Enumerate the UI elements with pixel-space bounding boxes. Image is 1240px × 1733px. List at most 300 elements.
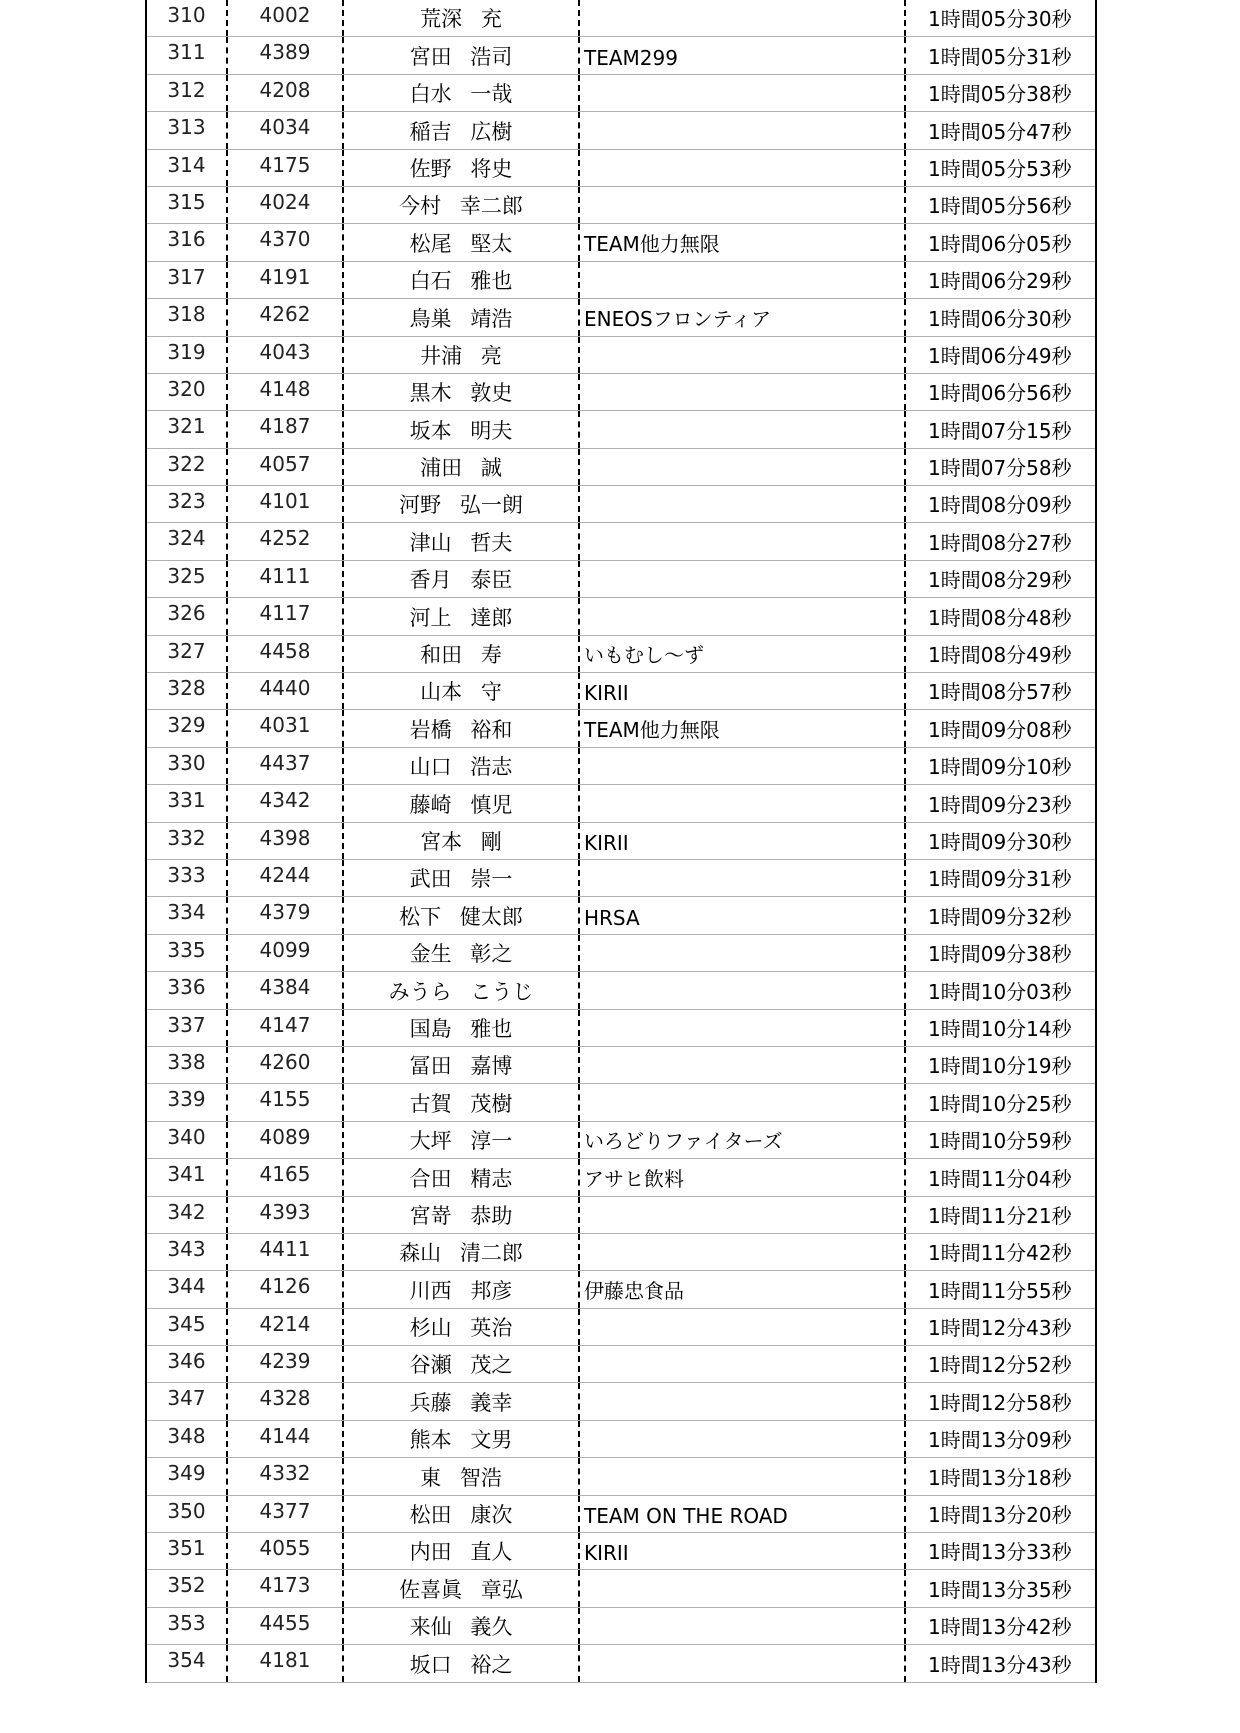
rank-text: 332 (167, 825, 206, 850)
table-row (147, 187, 1095, 224)
bib-number-cell (228, 673, 344, 709)
runner-name-text: 黒木 敦史 (409, 381, 513, 406)
bib-number-cell (228, 860, 344, 896)
rank-text: 329 (167, 713, 206, 738)
table-row (147, 1383, 1095, 1420)
runner-name-cell (344, 0, 580, 36)
finish-time-cell (906, 75, 1095, 111)
finish-time-text: 1時間10分14秒 (928, 1016, 1072, 1041)
team-name-cell (580, 972, 906, 1008)
finish-time-cell (906, 1309, 1095, 1345)
finish-time-text: 1時間09分38秒 (928, 942, 1072, 967)
runner-name-cell (344, 1421, 580, 1457)
team-name-cell (580, 673, 906, 709)
rank-text: 324 (167, 526, 206, 551)
rank-text: 333 (167, 862, 206, 887)
runner-name-cell (344, 486, 580, 522)
runner-name-cell (344, 224, 580, 260)
table-row (147, 1122, 1095, 1159)
team-name-cell (580, 1458, 906, 1494)
team-name-cell (580, 299, 906, 335)
rank-text: 346 (167, 1349, 206, 1374)
bib-number-cell (228, 150, 344, 186)
bib-number-text: 4165 (259, 1162, 311, 1187)
finish-time-cell (906, 1084, 1095, 1120)
bib-number-cell (228, 374, 344, 410)
finish-time-cell (906, 636, 1095, 672)
bib-number-text: 4034 (259, 115, 311, 140)
finish-time-text: 1時間09分08秒 (928, 717, 1072, 742)
rank-cell (147, 75, 228, 111)
bib-number-text: 4244 (259, 862, 311, 887)
runner-name-cell (344, 1084, 580, 1120)
finish-time-cell (906, 224, 1095, 260)
bib-number-text: 4089 (259, 1124, 311, 1149)
bib-number-text: 4117 (259, 601, 311, 626)
team-name-text: TEAM ON THE ROAD (584, 1504, 788, 1529)
runner-name-text: 坂口 裕之 (409, 1652, 513, 1677)
table-row (147, 935, 1095, 972)
rank-text: 340 (167, 1124, 206, 1149)
rank-cell (147, 1197, 228, 1233)
table-row (147, 1645, 1095, 1682)
runner-name-cell (344, 823, 580, 859)
rank-text: 322 (167, 451, 206, 476)
finish-time-text: 1時間07分58秒 (928, 456, 1072, 481)
rank-text: 338 (167, 1049, 206, 1074)
bib-number-cell (228, 1047, 344, 1083)
runner-name-text: 岩橋 裕和 (409, 717, 513, 742)
team-name-text: KIRII (584, 681, 629, 706)
table-row (147, 262, 1095, 299)
team-name-cell (580, 1234, 906, 1270)
rank-cell (147, 748, 228, 784)
table-row (147, 1197, 1095, 1234)
team-name-cell (580, 112, 906, 148)
rank-cell (147, 673, 228, 709)
bib-number-cell (228, 1271, 344, 1307)
bib-number-cell (228, 785, 344, 821)
team-name-cell (580, 1159, 906, 1195)
runner-name-cell (344, 785, 580, 821)
finish-time-text: 1時間13分20秒 (928, 1503, 1072, 1528)
bib-number-cell (228, 0, 344, 36)
table-row (147, 860, 1095, 897)
bib-number-cell (228, 1159, 344, 1195)
rank-cell (147, 1346, 228, 1382)
runner-name-text: 国島 雅也 (409, 1016, 513, 1041)
finish-time-cell (906, 860, 1095, 896)
rank-text: 314 (167, 152, 206, 177)
team-name-cell (580, 224, 906, 260)
rank-text: 328 (167, 676, 206, 701)
runner-name-text: 金生 彰之 (409, 942, 513, 967)
rank-cell (147, 823, 228, 859)
bib-number-cell (228, 1197, 344, 1233)
finish-time-text: 1時間08分49秒 (928, 643, 1072, 668)
runner-name-text: 和田 寿 (420, 643, 502, 668)
rank-text: 313 (167, 115, 206, 140)
bib-number-text: 4437 (259, 750, 311, 775)
bib-number-cell (228, 411, 344, 447)
runner-name-text: 稲吉 広樹 (409, 119, 513, 144)
bib-number-text: 4111 (259, 563, 311, 588)
runner-name-cell (344, 449, 580, 485)
finish-time-text: 1時間11分55秒 (928, 1278, 1072, 1303)
rank-cell (147, 112, 228, 148)
finish-time-text: 1時間11分21秒 (928, 1203, 1072, 1228)
bib-number-text: 4411 (259, 1236, 311, 1261)
table-row (147, 449, 1095, 486)
table-row (147, 1234, 1095, 1271)
bib-number-text: 4377 (259, 1498, 311, 1523)
bib-number-cell (228, 112, 344, 148)
finish-time-text: 1時間12分52秒 (928, 1353, 1072, 1378)
team-name-cell (580, 1047, 906, 1083)
finish-time-cell (906, 1533, 1095, 1569)
table-row (147, 1496, 1095, 1533)
finish-time-cell (906, 1608, 1095, 1644)
finish-time-text: 1時間06分49秒 (928, 343, 1072, 368)
results-table (145, 0, 1097, 1683)
rank-cell (147, 1533, 228, 1569)
table-row (147, 972, 1095, 1009)
runner-name-cell (344, 112, 580, 148)
finish-time-cell (906, 374, 1095, 410)
finish-time-cell (906, 0, 1095, 36)
bib-number-text: 4002 (259, 3, 311, 27)
team-name-text: 伊藤忠食品 (584, 1278, 684, 1303)
rank-cell (147, 1271, 228, 1307)
runner-name-text: 浦田 誠 (420, 456, 502, 481)
table-row (147, 150, 1095, 187)
bib-number-text: 4099 (259, 937, 311, 962)
runner-name-cell (344, 1608, 580, 1644)
table-row (147, 1421, 1095, 1458)
finish-time-text: 1時間09分32秒 (928, 904, 1072, 929)
rank-text: 342 (167, 1199, 206, 1224)
team-name-cell (580, 1645, 906, 1681)
runner-name-text: 内田 直人 (409, 1540, 513, 1565)
finish-time-cell (906, 1271, 1095, 1307)
finish-time-text: 1時間09分30秒 (928, 829, 1072, 854)
team-name-cell (580, 1421, 906, 1457)
finish-time-cell (906, 1570, 1095, 1606)
team-name-cell (580, 1570, 906, 1606)
table-row (147, 523, 1095, 560)
runner-name-cell (344, 972, 580, 1008)
bib-number-cell (228, 75, 344, 111)
team-name-cell (580, 1496, 906, 1532)
bib-number-cell (228, 1383, 344, 1419)
table-row (147, 1047, 1095, 1084)
finish-time-cell (906, 897, 1095, 933)
rank-cell (147, 1010, 228, 1046)
runner-name-text: 津山 哲夫 (409, 530, 513, 555)
team-name-cell (580, 636, 906, 672)
table-row (147, 1570, 1095, 1607)
bib-number-cell (228, 598, 344, 634)
bib-number-text: 4379 (259, 900, 311, 925)
table-row (147, 374, 1095, 411)
rank-text: 318 (167, 302, 206, 327)
bib-number-text: 4239 (259, 1349, 311, 1374)
bib-number-cell (228, 299, 344, 335)
finish-time-text: 1時間11分04秒 (928, 1166, 1072, 1191)
rank-cell (147, 1645, 228, 1681)
finish-time-text: 1時間05分56秒 (928, 194, 1072, 219)
runner-name-text: 松田 康次 (409, 1503, 513, 1528)
finish-time-text: 1時間10分59秒 (928, 1129, 1072, 1154)
runner-name-cell (344, 598, 580, 634)
rank-text: 325 (167, 563, 206, 588)
runner-name-text: 大坪 淳一 (409, 1129, 513, 1154)
rank-cell (147, 374, 228, 410)
team-name-cell (580, 935, 906, 971)
finish-time-text: 1時間13分42秒 (928, 1615, 1072, 1640)
finish-time-text: 1時間08分48秒 (928, 605, 1072, 630)
rank-cell (147, 337, 228, 373)
rank-cell (147, 299, 228, 335)
bib-number-text: 4144 (259, 1423, 311, 1448)
table-row (147, 561, 1095, 598)
team-name-text: いもむし～ず (584, 643, 704, 668)
runner-name-cell (344, 673, 580, 709)
bib-number-cell (228, 972, 344, 1008)
team-name-cell (580, 748, 906, 784)
runner-name-cell (344, 1645, 580, 1681)
team-name-cell (580, 523, 906, 559)
runner-name-text: 坂本 明夫 (409, 418, 513, 443)
table-row (147, 1608, 1095, 1645)
bib-number-cell (228, 449, 344, 485)
runner-name-text: 松尾 堅太 (409, 231, 513, 256)
bib-number-cell (228, 1533, 344, 1569)
finish-time-cell (906, 598, 1095, 634)
rank-cell (147, 411, 228, 447)
finish-time-cell (906, 150, 1095, 186)
bib-number-cell (228, 1496, 344, 1532)
bib-number-cell (228, 561, 344, 597)
rank-text: 334 (167, 900, 206, 925)
finish-time-cell (906, 1421, 1095, 1457)
team-name-cell (580, 897, 906, 933)
bib-number-cell (228, 486, 344, 522)
rank-text: 349 (167, 1461, 206, 1486)
runner-name-text: 山本 守 (420, 680, 502, 705)
table-row (147, 748, 1095, 785)
rank-cell (147, 636, 228, 672)
finish-time-text: 1時間10分03秒 (928, 979, 1072, 1004)
bib-number-cell (228, 1346, 344, 1382)
runner-name-text: 今村 幸二郎 (399, 194, 523, 219)
finish-time-cell (906, 972, 1095, 1008)
bib-number-cell (228, 337, 344, 373)
rank-text: 339 (167, 1087, 206, 1112)
bib-number-text: 4262 (259, 302, 311, 327)
finish-time-text: 1時間13分18秒 (928, 1465, 1072, 1490)
table-row (147, 0, 1095, 37)
finish-time-text: 1時間05分53秒 (928, 156, 1072, 181)
finish-time-text: 1時間10分19秒 (928, 1054, 1072, 1079)
finish-time-cell (906, 1234, 1095, 1270)
team-name-cell (580, 1197, 906, 1233)
rank-text: 352 (167, 1573, 206, 1598)
rank-cell (147, 598, 228, 634)
rank-text: 336 (167, 975, 206, 1000)
table-row (147, 1309, 1095, 1346)
runner-name-text: 合田 精志 (409, 1166, 513, 1191)
rank-cell (147, 449, 228, 485)
finish-time-cell (906, 337, 1095, 373)
runner-name-cell (344, 75, 580, 111)
rank-text: 327 (167, 638, 206, 663)
rank-text: 315 (167, 189, 206, 214)
finish-time-text: 1時間06分29秒 (928, 269, 1072, 294)
table-row (147, 1458, 1095, 1495)
team-name-cell (580, 187, 906, 223)
runner-name-text: 兵藤 義幸 (409, 1390, 513, 1415)
bib-number-text: 4175 (259, 152, 311, 177)
bib-number-cell (228, 823, 344, 859)
finish-time-text: 1時間10分25秒 (928, 1091, 1072, 1116)
team-name-cell (580, 150, 906, 186)
rank-text: 326 (167, 601, 206, 626)
runner-name-cell (344, 187, 580, 223)
finish-time-cell (906, 785, 1095, 821)
runner-name-text: 宮田 浩司 (409, 44, 513, 69)
bib-number-text: 4031 (259, 713, 311, 738)
rank-text: 354 (167, 1648, 206, 1673)
runner-name-cell (344, 860, 580, 896)
table-row (147, 710, 1095, 747)
finish-time-cell (906, 486, 1095, 522)
bib-number-text: 4191 (259, 264, 311, 289)
runner-name-text: 佐野 将史 (409, 156, 513, 181)
runner-name-text: 宮嵜 恭助 (409, 1203, 513, 1228)
bib-number-text: 4260 (259, 1049, 311, 1074)
team-name-cell (580, 598, 906, 634)
rank-cell (147, 187, 228, 223)
rank-cell (147, 1496, 228, 1532)
table-row (147, 224, 1095, 261)
runner-name-text: 松下 健太郎 (399, 904, 523, 929)
bib-number-cell (228, 1458, 344, 1494)
table-row (147, 337, 1095, 374)
table-row (147, 299, 1095, 336)
finish-time-text: 1時間13分35秒 (928, 1577, 1072, 1602)
table-row (147, 636, 1095, 673)
bib-number-text: 4173 (259, 1573, 311, 1598)
team-name-text: KIRII (584, 830, 629, 855)
finish-time-cell (906, 37, 1095, 73)
team-name-text: TEAM他力無限 (584, 231, 720, 256)
runner-name-text: 武田 崇一 (409, 867, 513, 892)
rank-cell (147, 972, 228, 1008)
finish-time-text: 1時間09分10秒 (928, 755, 1072, 780)
rank-text: 319 (167, 339, 206, 364)
bib-number-text: 4055 (259, 1536, 311, 1561)
rank-cell (147, 561, 228, 597)
table-row (147, 1010, 1095, 1047)
bib-number-text: 4458 (259, 638, 311, 663)
finish-time-text: 1時間06分05秒 (928, 231, 1072, 256)
bib-number-text: 4393 (259, 1199, 311, 1224)
bib-number-cell (228, 37, 344, 73)
table-row (147, 1346, 1095, 1383)
rank-cell (147, 1084, 228, 1120)
team-name-cell (580, 1608, 906, 1644)
rank-cell (147, 897, 228, 933)
runner-name-cell (344, 710, 580, 746)
runner-name-cell (344, 1346, 580, 1382)
rank-cell (147, 262, 228, 298)
bib-number-text: 4342 (259, 788, 311, 813)
finish-time-text: 1時間12分58秒 (928, 1390, 1072, 1415)
rank-text: 321 (167, 414, 206, 439)
rank-cell (147, 935, 228, 971)
rank-text: 323 (167, 489, 206, 514)
finish-time-cell (906, 523, 1095, 559)
table-row (147, 1271, 1095, 1308)
bib-number-text: 4208 (259, 77, 311, 102)
bib-number-text: 4332 (259, 1461, 311, 1486)
runner-name-text: 河野 弘一朗 (399, 493, 523, 518)
bib-number-text: 4057 (259, 451, 311, 476)
finish-time-cell (906, 262, 1095, 298)
runner-name-text: 佐喜眞 章弘 (399, 1577, 523, 1602)
runner-name-cell (344, 374, 580, 410)
rank-text: 348 (167, 1423, 206, 1448)
finish-time-text: 1時間06分56秒 (928, 381, 1072, 406)
runner-name-text: 白水 一哉 (409, 82, 513, 107)
finish-time-text: 1時間12分43秒 (928, 1316, 1072, 1341)
runner-name-cell (344, 748, 580, 784)
rank-cell (147, 224, 228, 260)
bib-number-cell (228, 1309, 344, 1345)
rank-cell (147, 1234, 228, 1270)
rank-text: 331 (167, 788, 206, 813)
bib-number-cell (228, 748, 344, 784)
rank-text: 341 (167, 1162, 206, 1187)
runner-name-text: 白石 雅也 (409, 269, 513, 294)
runner-name-text: 森山 清二郎 (399, 1241, 523, 1266)
finish-time-cell (906, 1047, 1095, 1083)
team-name-cell (580, 262, 906, 298)
finish-time-text: 1時間11分42秒 (928, 1241, 1072, 1266)
bib-number-text: 4043 (259, 339, 311, 364)
rank-cell (147, 1159, 228, 1195)
runner-name-cell (344, 897, 580, 933)
finish-time-cell (906, 1645, 1095, 1681)
finish-time-cell (906, 449, 1095, 485)
runner-name-cell (344, 337, 580, 373)
table-row (147, 673, 1095, 710)
runner-name-cell (344, 299, 580, 335)
runner-name-text: 東 智浩 (420, 1465, 502, 1490)
bib-number-cell (228, 1234, 344, 1270)
team-name-cell (580, 1309, 906, 1345)
rank-text: 335 (167, 937, 206, 962)
rank-text: 351 (167, 1536, 206, 1561)
finish-time-text: 1時間08分27秒 (928, 530, 1072, 555)
runner-name-text: 川西 邦彦 (409, 1278, 513, 1303)
team-name-cell (580, 411, 906, 447)
runner-name-text: 古賀 茂樹 (409, 1091, 513, 1116)
bib-number-text: 4126 (259, 1274, 311, 1299)
finish-time-text: 1時間08分29秒 (928, 568, 1072, 593)
rank-cell (147, 1608, 228, 1644)
